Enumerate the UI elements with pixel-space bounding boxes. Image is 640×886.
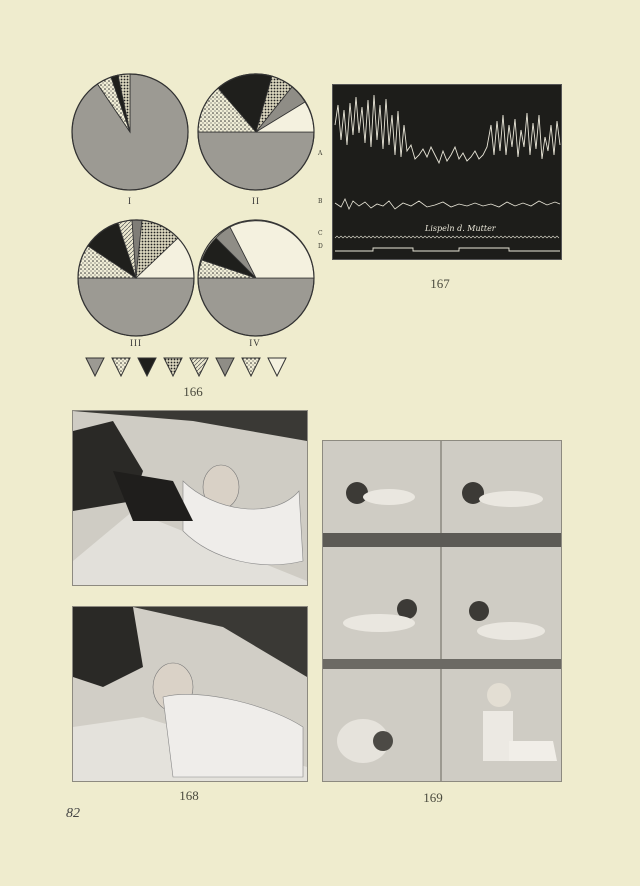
- photo-168-bottom: [72, 606, 308, 782]
- trace-label-b: B: [318, 198, 323, 205]
- photo-169: [322, 440, 562, 782]
- pie-1: [72, 74, 188, 190]
- legend-hatch: [190, 358, 208, 376]
- caption-167: 167: [430, 276, 450, 291]
- pie-3-label: III: [130, 338, 142, 348]
- legend-mixed: [242, 358, 260, 376]
- photo-169-image: [323, 441, 561, 781]
- pie-3: [78, 220, 194, 336]
- trace-b: [335, 199, 560, 209]
- trace-a: [335, 95, 560, 163]
- trace-label-a: A: [318, 150, 323, 157]
- pie-1-label: I: [128, 196, 132, 206]
- oscillogram-inscription: Lispeln d. Mutter: [425, 224, 496, 233]
- photo-168-top-image: [73, 411, 307, 585]
- photo-168-top: [72, 410, 308, 586]
- legend-black: [138, 358, 156, 376]
- pie-4-slice-grey: [198, 278, 314, 336]
- oscillogram-traces: [333, 85, 561, 259]
- trace-d: [335, 248, 560, 251]
- page-number: 82: [66, 806, 80, 821]
- legend-grey: [86, 358, 104, 376]
- trace-label-c: C: [318, 230, 323, 237]
- figure-167: [318, 84, 562, 260]
- caption-168: 168: [179, 788, 199, 803]
- oscillogram-panel: [332, 84, 562, 260]
- pie-4-label: IV: [249, 338, 261, 348]
- pie-2-label: II: [252, 196, 260, 206]
- legend-dense: [164, 358, 182, 376]
- photo-168-bottom-image: [73, 607, 307, 781]
- pie-3-slice-grey: [78, 278, 194, 336]
- pie-legend: [86, 358, 286, 376]
- trace-label-d: D: [318, 243, 323, 250]
- trace-c: [335, 236, 559, 238]
- caption-169: 169: [423, 790, 443, 805]
- figure-166: [60, 60, 323, 400]
- pie-2-slice-grey: [198, 132, 314, 190]
- pie-2: [198, 74, 314, 190]
- legend-dotted: [112, 358, 130, 376]
- legend-white: [268, 358, 286, 376]
- pie-chart-group: [60, 60, 323, 400]
- legend-grey2: [216, 358, 234, 376]
- caption-166: 166: [183, 384, 203, 399]
- pie-4: [198, 220, 314, 336]
